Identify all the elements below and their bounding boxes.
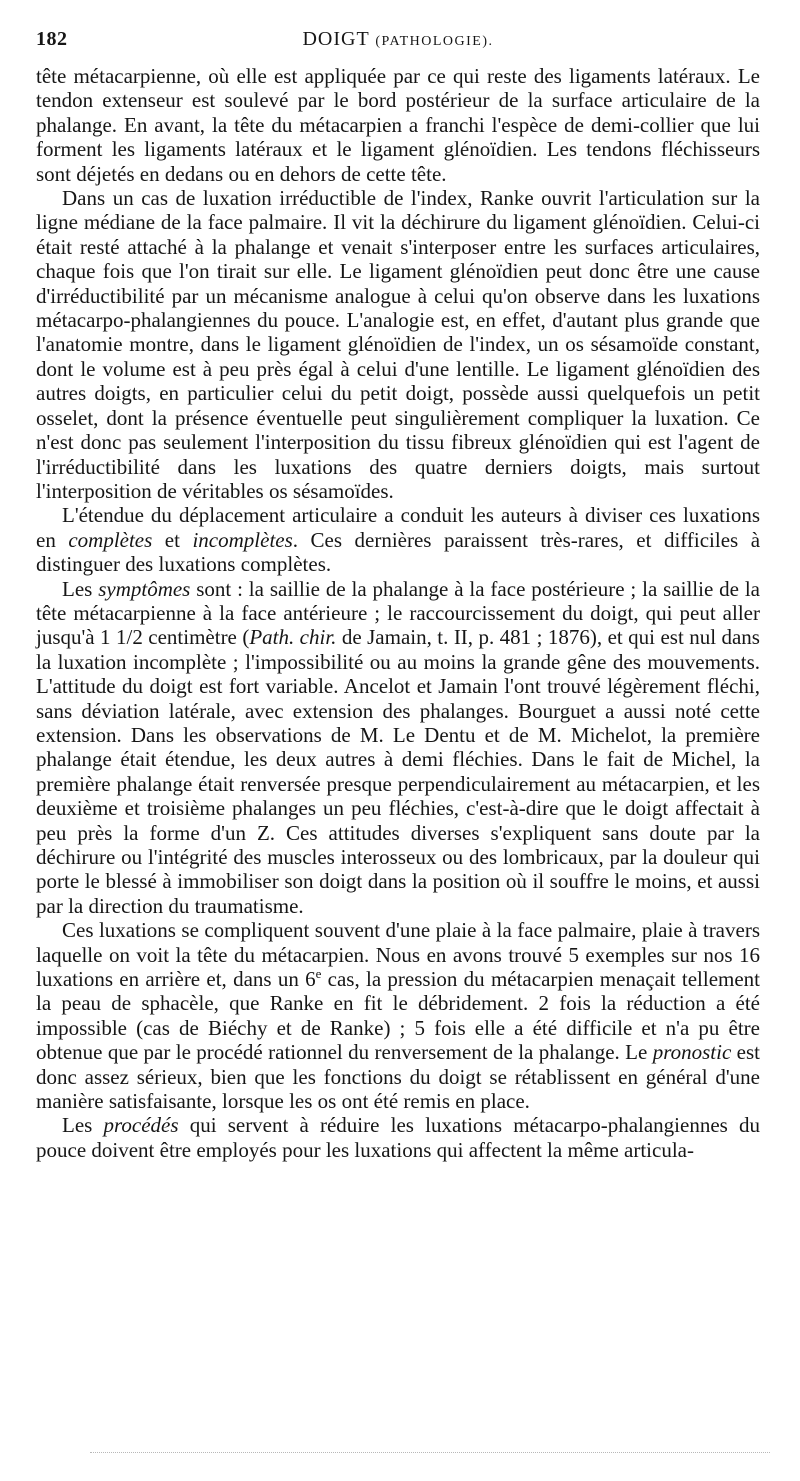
bottom-dotted-rule xyxy=(90,1452,770,1453)
italic-term: procédés xyxy=(103,1113,179,1138)
text-run: est donc assez sérieux, bien que les fonctions du doigt se rétablissent en général d'une manière satisfaisante, lorsque les os ont été remis en place. xyxy=(36,1040,760,1114)
running-title-main: DOIGT xyxy=(302,28,370,50)
text-run: Les xyxy=(62,1113,104,1138)
paragraph xyxy=(36,918,760,1113)
page-header xyxy=(36,28,760,62)
text-run: . Ces dernières paraissent très-rares, et difficiles à distinguer des luxations complètes. xyxy=(36,527,761,577)
paragraph xyxy=(36,503,760,576)
body-text xyxy=(36,64,760,1162)
italic-term: complètes xyxy=(68,527,153,552)
paragraph xyxy=(36,1113,760,1162)
text-run: sont : la saillie de la phalange à la face postérieure ; la saillie de la tête métacarpienne à la face antérieure ; le raccourcissement du doigt, qui peut aller jusqu'à 1 1/2 centimètre ( xyxy=(36,576,761,650)
text-run: Dans un cas de luxation irréductible de l'index, Ranke ouvrit l'articulation sur la ligne médiane de la face palmaire. Il vit la déchirure du ligament glénoïdien. Celui-ci était resté attaché à la phalange et venait s'interposer entre les surfaces articulaires, chaque fois que l'on tirait sur elle. Le ligament glénoïdien peut donc être une cause d'irréductibilité par un mécanisme analogue à celui qu'on observe dans les luxations métacarpo-phalangiennes du pouce. L'analogie est, en effet, d'autant plus grande que l'anatomie montre, dans le ligament glénoïdien de l'index, un os sésamoïde constant, dont le volume est à peu près égal à celui d'une lentille. Le ligament glénoïdien des autres doigts, en particulier celui du petit doigt, possède aussi quelquefois un petit osselet, dont la présence éventuelle peut singulièrement compliquer la luxation. Ce n'est donc pas seulement l'interposition du tissu fibreux glénoïdien qui est l'agent de l'irréductibilité dans les luxations des quatre derniers doigts, mais surtout l'interposition de véritables os sésamoïdes. xyxy=(36,186,760,503)
text-run: qui servent à réduire les luxations métacarpo-phalangiennes du pouce doivent être employés pour les luxations qui affectent la même articula- xyxy=(36,1113,760,1162)
italic-term: pronostic xyxy=(652,1040,732,1065)
paragraph xyxy=(36,64,760,186)
running-title xyxy=(36,28,760,51)
italic-term: incomplètes xyxy=(192,527,293,552)
text-run: Les xyxy=(62,576,99,601)
text-run: de Jamain, t. II, p. 481 ; 1876), et qui est nul dans la luxation incomplète ; l'impossibilité ou au moins la grande gêne des mouvements. L'attitude du doigt est fort variable. Ancelot et Jamain l'ont trouvé légèrement fléchi, sans déviation latérale, avec extension des phalanges. Bourguet a aussi noté cette extension. Dans les observations de M. Le Dentu et de M. Michelot, la première phalange était étendue, les deux autres à demi fléchies. Dans le fait de Michel, la première phalange était renversée presque perpendiculairement au métacarpien, et les deuxième et troisième phalanges un peu fléchies, c'est-à-dire que le doigt affectait à peu près la forme d'un Z. Ces attitudes diverses s'expliquent sans doute par la déchirure ou l'intégrité des muscles interosseux ou des lombricaux, par la douleur qui porte le blessé à immobiliser son doigt dans la position où il souffre le moins, et aussi par la direction du traumatisme. xyxy=(36,625,760,918)
text-run: tête métacarpienne, où elle est appliquée par ce qui reste des ligaments latéraux. Le tendon extenseur est soulevé par le bord postérieur de la surface articulaire de la phalange. En avant, la tête du métacarpien a franchi l'espèce de demi-collier que lui forment les ligaments latéraux et le ligament glénoïdien. Les tendons fléchisseurs sont déjetés en dedans ou en dehors de cette tête. xyxy=(36,64,760,186)
text-run: cas, la pression du métacarpien menaçait tellement la peau de sphacèle, que Ranke en fit le débridement. 2 fois la réduction a été impossible (cas de Biéchy et de Ranke) ; 5 fois elle a été difficile et n'a pu être obtenue que par le procédé rationnel du renversement de la phalange. Le xyxy=(36,967,761,1065)
text-run: et xyxy=(152,527,193,552)
page-number: 182 xyxy=(36,28,68,50)
paragraph xyxy=(36,577,760,919)
italic-term: symptômes xyxy=(98,576,191,601)
superscript: e xyxy=(315,966,322,982)
running-title-sub: (PATHOLOGIE). xyxy=(375,34,494,49)
text-run: Ces luxations se compliquent souvent d'une plaie à la face palmaire, plaie à travers laquelle on voit la tête du métacarpien. Nous en avons trouvé 5 exemples sur nos 16 luxations en arrière et, dans un 6 xyxy=(36,918,760,992)
text-run: L'étendue du déplacement articulaire a conduit les auteurs à diviser ces luxations en xyxy=(36,503,760,552)
paragraph xyxy=(36,186,760,503)
italic-term: Path. chir. xyxy=(249,625,337,650)
